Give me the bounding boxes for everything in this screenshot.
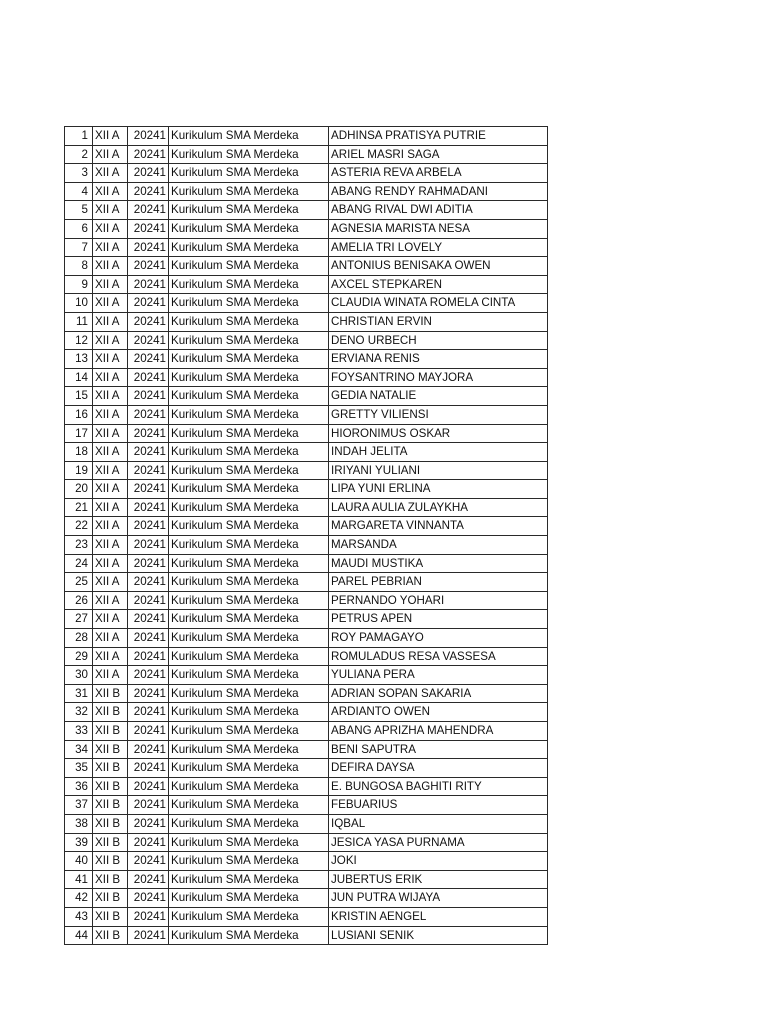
row-number-cell: 1	[65, 127, 93, 146]
class-cell: XII A	[93, 647, 128, 666]
table-row	[65, 591, 548, 610]
curriculum-cell: Kurikulum SMA Merdeka	[169, 573, 329, 592]
student-table	[64, 126, 548, 945]
student-name-cell: AXCEL STEPKAREN	[329, 275, 548, 294]
table-row	[65, 573, 548, 592]
student-name-cell: HIORONIMUS OSKAR	[329, 424, 548, 443]
row-number-cell: 29	[65, 647, 93, 666]
curriculum-cell: Kurikulum SMA Merdeka	[169, 405, 329, 424]
curriculum-cell: Kurikulum SMA Merdeka	[169, 368, 329, 387]
row-number-cell: 28	[65, 629, 93, 648]
row-number-cell: 33	[65, 722, 93, 741]
class-cell: XII B	[93, 889, 128, 908]
class-cell: XII A	[93, 275, 128, 294]
row-number-cell: 7	[65, 238, 93, 257]
year-cell: 20241	[128, 684, 169, 703]
table-row	[65, 182, 548, 201]
curriculum-cell: Kurikulum SMA Merdeka	[169, 424, 329, 443]
table-row	[65, 145, 548, 164]
curriculum-cell: Kurikulum SMA Merdeka	[169, 684, 329, 703]
year-cell: 20241	[128, 889, 169, 908]
row-number-cell: 36	[65, 777, 93, 796]
table-row	[65, 368, 548, 387]
class-cell: XII A	[93, 666, 128, 685]
class-cell: XII B	[93, 703, 128, 722]
table-row	[65, 424, 548, 443]
table-row	[65, 536, 548, 555]
curriculum-cell: Kurikulum SMA Merdeka	[169, 759, 329, 778]
year-cell: 20241	[128, 294, 169, 313]
student-name-cell: AMELIA TRI LOVELY	[329, 238, 548, 257]
student-name-cell: FEBUARIUS	[329, 796, 548, 815]
table-row	[65, 647, 548, 666]
class-cell: XII A	[93, 368, 128, 387]
student-name-cell: ABANG RENDY RAHMADANI	[329, 182, 548, 201]
curriculum-cell: Kurikulum SMA Merdeka	[169, 294, 329, 313]
table-row	[65, 870, 548, 889]
curriculum-cell: Kurikulum SMA Merdeka	[169, 796, 329, 815]
row-number-cell: 12	[65, 331, 93, 350]
student-name-cell: AGNESIA MARISTA NESA	[329, 219, 548, 238]
row-number-cell: 20	[65, 480, 93, 499]
student-table-body	[65, 127, 548, 945]
table-row	[65, 443, 548, 462]
class-cell: XII B	[93, 833, 128, 852]
year-cell: 20241	[128, 907, 169, 926]
row-number-cell: 40	[65, 852, 93, 871]
year-cell: 20241	[128, 647, 169, 666]
table-row	[65, 480, 548, 499]
curriculum-cell: Kurikulum SMA Merdeka	[169, 164, 329, 183]
curriculum-cell: Kurikulum SMA Merdeka	[169, 554, 329, 573]
row-number-cell: 23	[65, 536, 93, 555]
class-cell: XII A	[93, 517, 128, 536]
year-cell: 20241	[128, 610, 169, 629]
row-number-cell: 41	[65, 870, 93, 889]
year-cell: 20241	[128, 257, 169, 276]
table-row	[65, 777, 548, 796]
student-name-cell: IQBAL	[329, 814, 548, 833]
year-cell: 20241	[128, 350, 169, 369]
student-name-cell: PERNANDO YOHARI	[329, 591, 548, 610]
table-row	[65, 852, 548, 871]
curriculum-cell: Kurikulum SMA Merdeka	[169, 591, 329, 610]
class-cell: XII A	[93, 182, 128, 201]
class-cell: XII A	[93, 461, 128, 480]
row-number-cell: 27	[65, 610, 93, 629]
year-cell: 20241	[128, 703, 169, 722]
table-row	[65, 294, 548, 313]
row-number-cell: 21	[65, 498, 93, 517]
class-cell: XII B	[93, 907, 128, 926]
year-cell: 20241	[128, 443, 169, 462]
class-cell: XII A	[93, 591, 128, 610]
curriculum-cell: Kurikulum SMA Merdeka	[169, 833, 329, 852]
student-name-cell: DENO URBECH	[329, 331, 548, 350]
row-number-cell: 2	[65, 145, 93, 164]
year-cell: 20241	[128, 870, 169, 889]
row-number-cell: 26	[65, 591, 93, 610]
curriculum-cell: Kurikulum SMA Merdeka	[169, 350, 329, 369]
table-row	[65, 554, 548, 573]
row-number-cell: 8	[65, 257, 93, 276]
class-cell: XII A	[93, 219, 128, 238]
curriculum-cell: Kurikulum SMA Merdeka	[169, 127, 329, 146]
row-number-cell: 43	[65, 907, 93, 926]
curriculum-cell: Kurikulum SMA Merdeka	[169, 443, 329, 462]
class-cell: XII A	[93, 127, 128, 146]
year-cell: 20241	[128, 629, 169, 648]
student-name-cell: PETRUS APEN	[329, 610, 548, 629]
row-number-cell: 42	[65, 889, 93, 908]
table-row	[65, 312, 548, 331]
row-number-cell: 13	[65, 350, 93, 369]
student-name-cell: CHRISTIAN ERVIN	[329, 312, 548, 331]
year-cell: 20241	[128, 368, 169, 387]
row-number-cell: 24	[65, 554, 93, 573]
student-name-cell: LAURA AULIA ZULAYKHA	[329, 498, 548, 517]
table-row	[65, 331, 548, 350]
student-name-cell: ABANG APRIZHA MAHENDRA	[329, 722, 548, 741]
class-cell: XII A	[93, 238, 128, 257]
student-name-cell: ADHINSA PRATISYA PUTRIE	[329, 127, 548, 146]
table-row	[65, 201, 548, 220]
curriculum-cell: Kurikulum SMA Merdeka	[169, 480, 329, 499]
student-name-cell: ARIEL MASRI SAGA	[329, 145, 548, 164]
student-name-cell: BENI SAPUTRA	[329, 740, 548, 759]
student-name-cell: MARGARETA VINNANTA	[329, 517, 548, 536]
curriculum-cell: Kurikulum SMA Merdeka	[169, 889, 329, 908]
student-name-cell: ASTERIA REVA ARBELA	[329, 164, 548, 183]
class-cell: XII A	[93, 443, 128, 462]
row-number-cell: 22	[65, 517, 93, 536]
curriculum-cell: Kurikulum SMA Merdeka	[169, 870, 329, 889]
table-row	[65, 926, 548, 945]
row-number-cell: 25	[65, 573, 93, 592]
class-cell: XII A	[93, 424, 128, 443]
table-row	[65, 666, 548, 685]
class-cell: XII A	[93, 294, 128, 313]
table-row	[65, 517, 548, 536]
year-cell: 20241	[128, 387, 169, 406]
year-cell: 20241	[128, 182, 169, 201]
row-number-cell: 5	[65, 201, 93, 220]
table-row	[65, 461, 548, 480]
student-name-cell: ROMULADUS RESA VASSESA	[329, 647, 548, 666]
year-cell: 20241	[128, 164, 169, 183]
class-cell: XII A	[93, 629, 128, 648]
table-row	[65, 740, 548, 759]
row-number-cell: 34	[65, 740, 93, 759]
year-cell: 20241	[128, 777, 169, 796]
class-cell: XII A	[93, 164, 128, 183]
class-cell: XII B	[93, 740, 128, 759]
row-number-cell: 32	[65, 703, 93, 722]
class-cell: XII B	[93, 722, 128, 741]
curriculum-cell: Kurikulum SMA Merdeka	[169, 814, 329, 833]
table-row	[65, 238, 548, 257]
curriculum-cell: Kurikulum SMA Merdeka	[169, 498, 329, 517]
row-number-cell: 30	[65, 666, 93, 685]
curriculum-cell: Kurikulum SMA Merdeka	[169, 275, 329, 294]
class-cell: XII A	[93, 554, 128, 573]
curriculum-cell: Kurikulum SMA Merdeka	[169, 647, 329, 666]
table-row	[65, 629, 548, 648]
class-cell: XII A	[93, 498, 128, 517]
student-name-cell: ADRIAN SOPAN SAKARIA	[329, 684, 548, 703]
student-name-cell: JOKI	[329, 852, 548, 871]
student-name-cell: IRIYANI YULIANI	[329, 461, 548, 480]
year-cell: 20241	[128, 573, 169, 592]
student-name-cell: JUBERTUS ERIK	[329, 870, 548, 889]
year-cell: 20241	[128, 127, 169, 146]
student-name-cell: MAUDI MUSTIKA	[329, 554, 548, 573]
student-name-cell: ARDIANTO OWEN	[329, 703, 548, 722]
year-cell: 20241	[128, 405, 169, 424]
class-cell: XII A	[93, 257, 128, 276]
class-cell: XII B	[93, 870, 128, 889]
student-name-cell: MARSANDA	[329, 536, 548, 555]
row-number-cell: 3	[65, 164, 93, 183]
year-cell: 20241	[128, 926, 169, 945]
year-cell: 20241	[128, 498, 169, 517]
year-cell: 20241	[128, 591, 169, 610]
year-cell: 20241	[128, 312, 169, 331]
row-number-cell: 15	[65, 387, 93, 406]
curriculum-cell: Kurikulum SMA Merdeka	[169, 666, 329, 685]
class-cell: XII B	[93, 777, 128, 796]
table-row	[65, 387, 548, 406]
row-number-cell: 14	[65, 368, 93, 387]
year-cell: 20241	[128, 424, 169, 443]
class-cell: XII A	[93, 387, 128, 406]
class-cell: XII A	[93, 201, 128, 220]
table-row	[65, 257, 548, 276]
class-cell: XII B	[93, 852, 128, 871]
row-number-cell: 31	[65, 684, 93, 703]
table-row	[65, 907, 548, 926]
curriculum-cell: Kurikulum SMA Merdeka	[169, 387, 329, 406]
row-number-cell: 19	[65, 461, 93, 480]
row-number-cell: 17	[65, 424, 93, 443]
year-cell: 20241	[128, 461, 169, 480]
student-name-cell: ROY PAMAGAYO	[329, 629, 548, 648]
table-row	[65, 889, 548, 908]
curriculum-cell: Kurikulum SMA Merdeka	[169, 182, 329, 201]
curriculum-cell: Kurikulum SMA Merdeka	[169, 777, 329, 796]
table-row	[65, 759, 548, 778]
row-number-cell: 9	[65, 275, 93, 294]
row-number-cell: 35	[65, 759, 93, 778]
class-cell: XII A	[93, 405, 128, 424]
student-name-cell: JESICA YASA PURNAMA	[329, 833, 548, 852]
year-cell: 20241	[128, 554, 169, 573]
class-cell: XII B	[93, 814, 128, 833]
year-cell: 20241	[128, 814, 169, 833]
row-number-cell: 18	[65, 443, 93, 462]
curriculum-cell: Kurikulum SMA Merdeka	[169, 331, 329, 350]
table-row	[65, 498, 548, 517]
student-name-cell: JUN PUTRA WIJAYA	[329, 889, 548, 908]
year-cell: 20241	[128, 238, 169, 257]
student-name-cell: LUSIANI SENIK	[329, 926, 548, 945]
curriculum-cell: Kurikulum SMA Merdeka	[169, 536, 329, 555]
table-row	[65, 833, 548, 852]
table-row	[65, 350, 548, 369]
table-row	[65, 219, 548, 238]
year-cell: 20241	[128, 480, 169, 499]
class-cell: XII A	[93, 145, 128, 164]
class-cell: XII A	[93, 331, 128, 350]
student-name-cell: ANTONIUS BENISAKA OWEN	[329, 257, 548, 276]
student-name-cell: GRETTY VILIENSI	[329, 405, 548, 424]
table-row	[65, 814, 548, 833]
student-name-cell: YULIANA PERA	[329, 666, 548, 685]
table-row	[65, 164, 548, 183]
curriculum-cell: Kurikulum SMA Merdeka	[169, 610, 329, 629]
curriculum-cell: Kurikulum SMA Merdeka	[169, 145, 329, 164]
row-number-cell: 4	[65, 182, 93, 201]
student-name-cell: LIPA YUNI ERLINA	[329, 480, 548, 499]
table-row	[65, 684, 548, 703]
curriculum-cell: Kurikulum SMA Merdeka	[169, 703, 329, 722]
year-cell: 20241	[128, 852, 169, 871]
year-cell: 20241	[128, 833, 169, 852]
student-name-cell: ABANG RIVAL DWI ADITIA	[329, 201, 548, 220]
student-name-cell: DEFIRA DAYSA	[329, 759, 548, 778]
row-number-cell: 37	[65, 796, 93, 815]
curriculum-cell: Kurikulum SMA Merdeka	[169, 257, 329, 276]
table-row	[65, 275, 548, 294]
curriculum-cell: Kurikulum SMA Merdeka	[169, 629, 329, 648]
row-number-cell: 11	[65, 312, 93, 331]
student-name-cell: KRISTIN AENGEL	[329, 907, 548, 926]
year-cell: 20241	[128, 536, 169, 555]
table-row	[65, 127, 548, 146]
curriculum-cell: Kurikulum SMA Merdeka	[169, 926, 329, 945]
table-row	[65, 796, 548, 815]
year-cell: 20241	[128, 331, 169, 350]
year-cell: 20241	[128, 759, 169, 778]
class-cell: XII B	[93, 796, 128, 815]
curriculum-cell: Kurikulum SMA Merdeka	[169, 201, 329, 220]
year-cell: 20241	[128, 145, 169, 164]
row-number-cell: 16	[65, 405, 93, 424]
year-cell: 20241	[128, 275, 169, 294]
table-row	[65, 703, 548, 722]
curriculum-cell: Kurikulum SMA Merdeka	[169, 852, 329, 871]
student-name-cell: E. BUNGOSA BAGHITI RITY	[329, 777, 548, 796]
student-name-cell: ERVIANA RENIS	[329, 350, 548, 369]
year-cell: 20241	[128, 219, 169, 238]
class-cell: XII A	[93, 480, 128, 499]
row-number-cell: 38	[65, 814, 93, 833]
class-cell: XII B	[93, 926, 128, 945]
year-cell: 20241	[128, 796, 169, 815]
curriculum-cell: Kurikulum SMA Merdeka	[169, 740, 329, 759]
class-cell: XII A	[93, 573, 128, 592]
year-cell: 20241	[128, 517, 169, 536]
class-cell: XII B	[93, 684, 128, 703]
student-name-cell: CLAUDIA WINATA ROMELA CINTA	[329, 294, 548, 313]
class-cell: XII A	[93, 312, 128, 331]
curriculum-cell: Kurikulum SMA Merdeka	[169, 461, 329, 480]
class-cell: XII B	[93, 759, 128, 778]
curriculum-cell: Kurikulum SMA Merdeka	[169, 219, 329, 238]
row-number-cell: 6	[65, 219, 93, 238]
year-cell: 20241	[128, 740, 169, 759]
curriculum-cell: Kurikulum SMA Merdeka	[169, 238, 329, 257]
curriculum-cell: Kurikulum SMA Merdeka	[169, 312, 329, 331]
curriculum-cell: Kurikulum SMA Merdeka	[169, 517, 329, 536]
class-cell: XII A	[93, 350, 128, 369]
table-row	[65, 405, 548, 424]
student-name-cell: FOYSANTRINO MAYJORA	[329, 368, 548, 387]
curriculum-cell: Kurikulum SMA Merdeka	[169, 722, 329, 741]
class-cell: XII A	[93, 610, 128, 629]
curriculum-cell: Kurikulum SMA Merdeka	[169, 907, 329, 926]
row-number-cell: 44	[65, 926, 93, 945]
student-name-cell: GEDIA NATALIE	[329, 387, 548, 406]
class-cell: XII A	[93, 536, 128, 555]
table-row	[65, 610, 548, 629]
table-row	[65, 722, 548, 741]
row-number-cell: 10	[65, 294, 93, 313]
year-cell: 20241	[128, 722, 169, 741]
year-cell: 20241	[128, 201, 169, 220]
year-cell: 20241	[128, 666, 169, 685]
row-number-cell: 39	[65, 833, 93, 852]
student-name-cell: INDAH JELITA	[329, 443, 548, 462]
student-name-cell: PAREL PEBRIAN	[329, 573, 548, 592]
